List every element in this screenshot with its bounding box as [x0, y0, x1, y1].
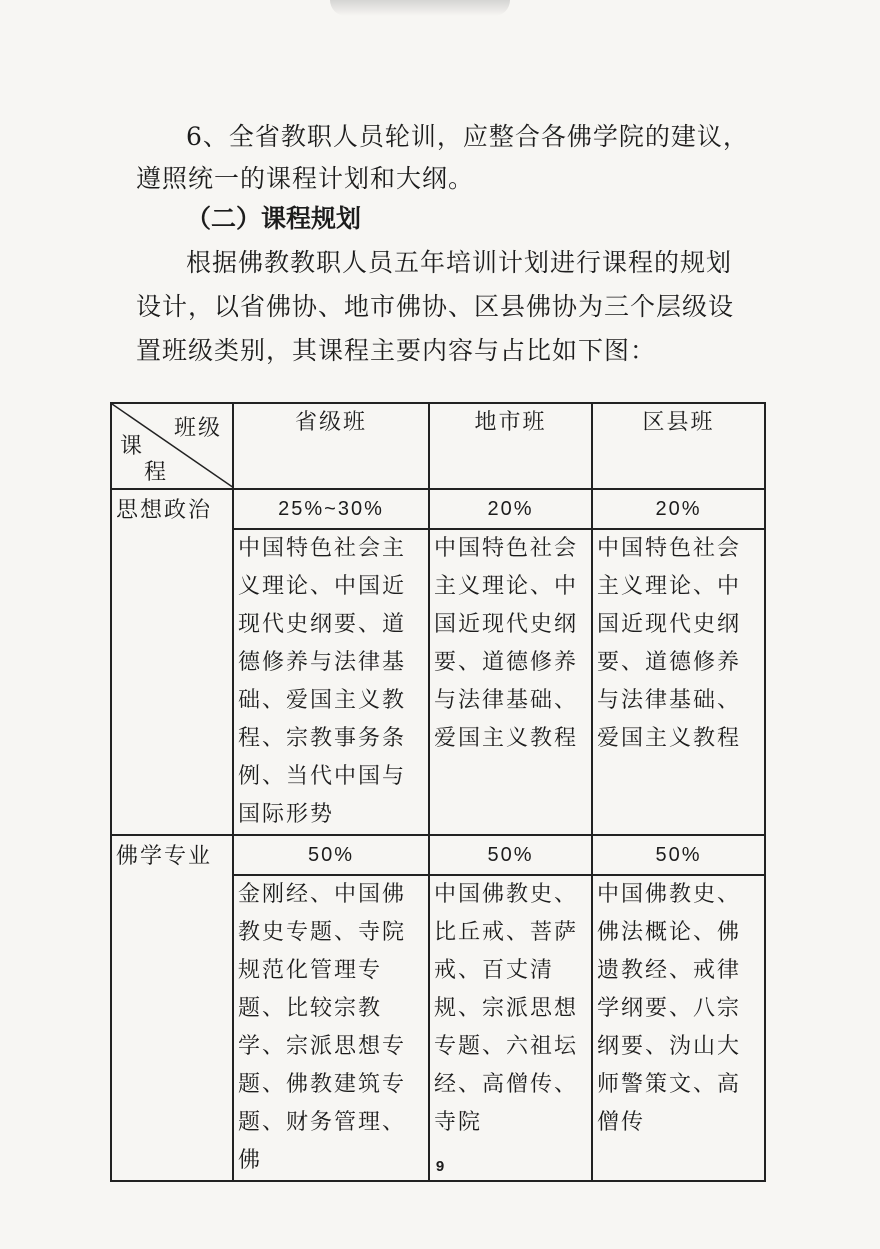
corner-label-class: 班级	[173, 416, 222, 441]
paragraph-item-6: 6、全省教职人员轮训，应整合各佛学院的建议，遵照统一的课程计划和大纲。	[136, 122, 749, 193]
paragraph-intro: 根据佛教教职人员五年培训计划进行课程的规划设计，以省佛协、地市佛协、区县佛协为三个层级设置班级类别，其课程主要内容与占比如下图：	[136, 248, 735, 365]
content-cell: 中国特色社会主义理论、中国近现代史纲要、道德修养与法律基础、爱国主义教程	[592, 529, 765, 835]
page-number: 9	[435, 1158, 445, 1175]
corner-label-course-1: 课	[120, 434, 145, 459]
section-heading: （二）课程规划	[186, 204, 362, 233]
column-header-city: 地市班	[429, 403, 592, 489]
content-cell: 中国特色社会主义理论、中国近现代史纲要、道德修养与法律基础、爱国主义教程	[429, 529, 592, 835]
content-cell: 金刚经、中国佛教史专题、寺院规范化管理专题、比较宗教学、宗派思想专题、佛教建筑专题、财务管理、佛	[233, 875, 429, 1181]
content-cell: 中国佛教史、佛法概论、佛遗教经、戒律学纲要、八宗纲要、沩山大师警策文、高僧传	[592, 875, 765, 1181]
column-header-county: 区县班	[592, 403, 765, 489]
category-politics: 思想政治	[111, 489, 233, 835]
corner-cell	[111, 403, 233, 489]
category-buddhism: 佛学专业	[111, 835, 233, 1181]
table-row	[111, 489, 765, 529]
content-cell: 中国特色社会主义理论、中国近现代史纲要、道德修养与法律基础、爱国主义教程、宗教事务条例、当代中国与国际形势	[233, 529, 429, 835]
percent-cell: 50%	[233, 835, 429, 875]
scan-smudge	[330, 0, 510, 16]
table-row	[111, 835, 765, 875]
course-table	[110, 402, 766, 1182]
content-cell: 中国佛教史、比丘戒、菩萨戒、百丈清规、宗派思想专题、六祖坛经、高僧传、寺院	[429, 875, 592, 1181]
percent-cell: 50%	[429, 835, 592, 875]
table-header-row	[111, 403, 765, 489]
percent-cell: 20%	[429, 489, 592, 529]
percent-cell: 50%	[592, 835, 765, 875]
corner-label-course-2: 程	[144, 460, 169, 485]
percent-cell: 25%~30%	[233, 489, 429, 529]
column-header-provincial: 省级班	[233, 403, 429, 489]
percent-cell: 20%	[592, 489, 765, 529]
